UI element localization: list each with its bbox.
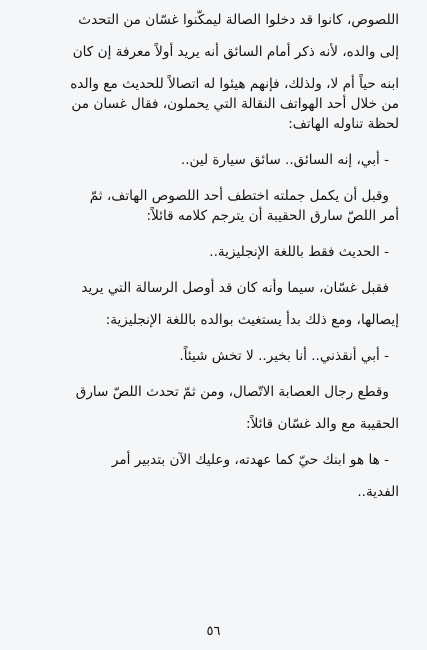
text-line: إيصالها، ومع ذلك بدأ يستغيث بوالده باللغة الإنجليزية: [105, 312, 399, 328]
text-line: وقبل أن يكمل جملته اختطف أحد اللصوص الهاتف، ثمّ [89, 188, 389, 204]
dialogue-line: - أبي، إنه السائق.. سائق سيارة لين.. [180, 152, 389, 168]
dialogue-line: - الحديث فقط باللغة الإنجليزية.. [209, 244, 389, 260]
dialogue-line: - ها هو ابنك حيّ كما عهدته، وعليك الآن بتدبير أمر [111, 452, 389, 468]
text-line: وقطع رجال العصابة الاتّصال، ومن ثمّ تحدث اللصّ سارق [75, 384, 389, 400]
text-line: ابنه حياً أم لا، ولذلك، فإنهم هيئوا له اتصالاً للحديث مع والده [70, 76, 399, 92]
text-line: لحظة تناوله الهاتف: [288, 116, 399, 132]
text-line: الحقيبة مع والد غسّان قائلاً: [246, 416, 399, 432]
text-line: من خلال أحد الهواتف النقالة التي يحملون، فقال غسان من [71, 96, 399, 112]
dialogue-line: - أبي أنقذني.. أنا بخير.. لا تخش شيئاً. [179, 348, 389, 364]
page-number: ٥٦ [206, 624, 221, 639]
text-line: اللصوص، كانوا قد دخلوا الصالة ليمكّنوا غسّان من التحدث [78, 12, 399, 28]
text-line: فقبل غسّان، سيما وأنه كان قد أوصل الرسالة التي يريد [81, 280, 389, 296]
text-line: أمر اللصّ سارق الحقيبة أن يترجم كلامه قائلاً: [146, 208, 399, 224]
text-line: الفدية.. [357, 484, 399, 500]
text-line: إلى والده، لأنه ذكر أمام السائق أنه يريد أولاً معرفة إن كان [72, 44, 399, 60]
body-text [22, 10, 399, 502]
